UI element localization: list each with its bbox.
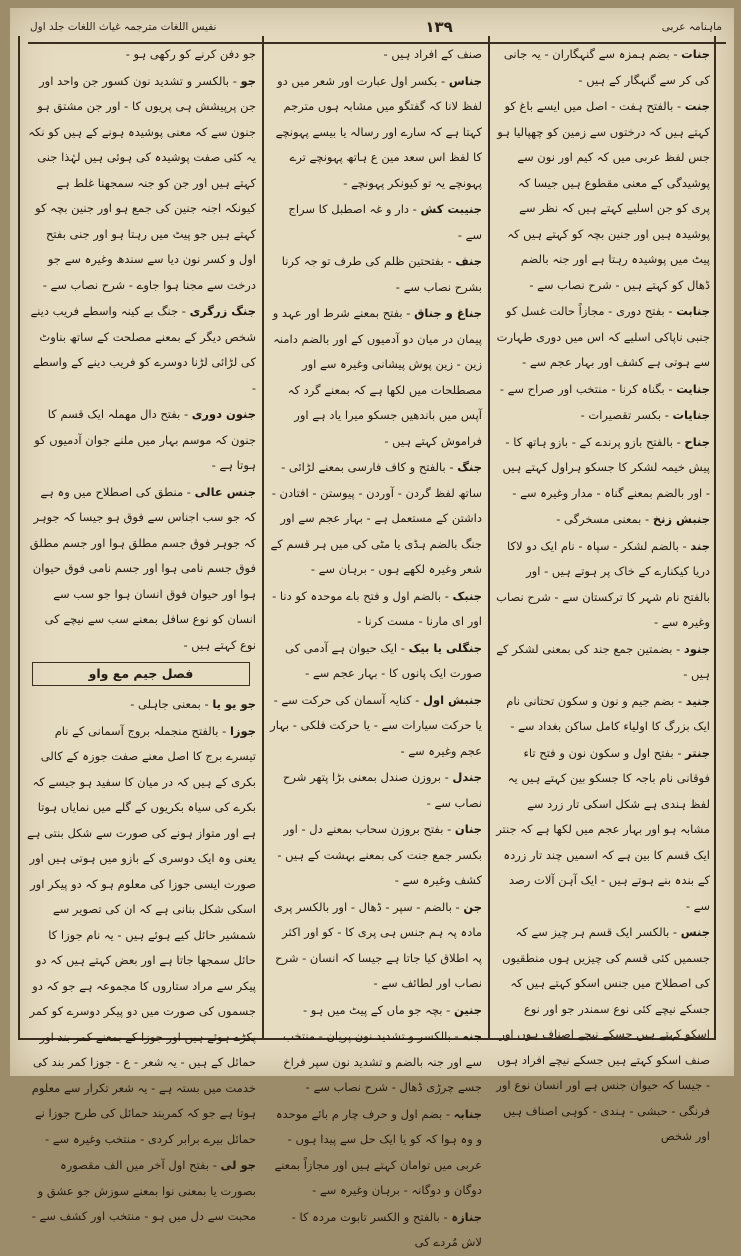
entry-headword: جنابہ <box>453 1106 482 1121</box>
dictionary-entry <box>270 249 482 300</box>
dictionary-entry <box>270 1102 482 1204</box>
entry-headword: جنان <box>454 822 482 836</box>
dictionary-entry <box>26 480 256 659</box>
dictionary-entry <box>270 817 482 894</box>
page-number: ۱۳۹ <box>425 18 453 36</box>
entry-definition: - جنگ بے کینہ واسطے فریب دینے شخص دیگر کے بمعنے مصلحت کے ساتھ بناوٹ کی لڑائی لڑنا دوسرے کو فریب دینے کے واسطے - <box>30 304 256 395</box>
entry-definition: - منطق کی اصطلاح میں وہ ہے کہ جو سب اجناس سے فوق ہو جیسا کہ جوہر کہ جوہر فوق جسم مطلق ہوا اور جسم مطلق فوق جسم نامی ہوا اور جسم نامی فوق حیوان ہوا اور حیوان فوق انسان ہوا جو سب سے انسان کو نوع سافل بمعنے سب سے نیچے کی نوع کہتے ہیں - <box>29 484 256 652</box>
dictionary-entry <box>270 688 482 765</box>
entry-definition: - بمعنی مسخرگی - <box>556 512 650 526</box>
dictionary-entry <box>26 69 256 299</box>
dictionary-entry <box>270 69 482 197</box>
column-right <box>496 42 710 1143</box>
entry-definition: صنف کے افراد ہیں - <box>383 47 482 61</box>
entry-definition: - بفتح دال مھملہ ایک قسم کا جنون کہ موسم بہار میں ملنے جوان آدمیوں کو ہوتا ہے - <box>34 407 256 472</box>
entry-headword: جنگ زرگری <box>189 304 256 318</box>
entry-definition: - بمعنی جاہلی - <box>130 697 209 711</box>
entry-headword: جنایت <box>676 381 710 396</box>
entry-headword: جنف <box>455 254 482 268</box>
section-title: فصل جیم مع واو <box>32 662 250 686</box>
entry-definition: - بفتح بمعنے شرط اور عہد و پیمان در میان دو آدمیوں کے اور بالضم دامنہ زین - زین پوش پیشانی وغیرہ سے اور مصطلحات میں لکھا ہے کہ بمعنے گرد کہ آپس میں باندھیں جسکو میرا یاد ہے اور فراموش کہتے ہیں - <box>272 306 482 448</box>
dictionary-entry <box>496 637 710 688</box>
dictionary-entry <box>270 584 482 635</box>
entry-headword: جنابت <box>676 304 710 318</box>
entry-headword: جنہ <box>462 1029 482 1043</box>
dictionary-entry <box>496 430 710 507</box>
entry-headword: جوزا <box>229 723 256 738</box>
dictionary-entry <box>496 94 710 298</box>
entry-definition: - بفتحتین ظلم کی طرف تو جہ کرنا بشرح نصاب سے - <box>281 254 482 294</box>
entry-definition: - بکسر تقصیرات - <box>580 408 669 422</box>
dictionary-entry <box>270 1024 482 1101</box>
entry-definition: - بفتح اول و سکون نون و فتح تاء فوقانی نام باجہ کا جسکو بین کہتے ہیں یہ لفظ ہندی ہے شکل اسکی تار زرد سے مشابہ ہو اور بہار عجم میں لکھا ہے کہ جنتر ایک قسم کا بین ہے کہ اسمیں چند تار زردہ کے بندہ بنے ہوتے ہیں - ایک آہن آلات رصد سے - <box>496 745 710 913</box>
dictionary-entry <box>270 998 482 1024</box>
dictionary-entry <box>270 301 482 454</box>
dictionary-entry <box>496 42 710 93</box>
entry-definition: - بالکسر و تشدید نون پریان - منتخب سے اور جنہ بالضم و تشدید نون سپر فراخ جسے چرڑی ڈھال - شرح نصاب سے - <box>283 1029 482 1094</box>
dictionary-entry <box>270 42 482 68</box>
entry-definition: - بالفتح منجملہ بروج آسمانی کے نام تیسرے برج کا اصل معنے صفت جوزہ کے کالی بکری کے ہیں کہ در میان کا سفید ہو جیسے کہ بکرے کی سیاہ بکریوں کے گلے میں نمایاں ہوتا ہے اور متواز ہونے کی صورت سے شکل بنتی ہے یعنی وہ ایک دوسری کے بازو میں ہوتی ہیں اور صورت ایسی جوزا کی معلوم ہو کہ دو پیکر اور اسکی شکل بنانی ہے کہ ان کی تصویر سے شمشیر حائل کیے ہوئے ہیں - یہ نام جوزا کا حائل سمجھا جاتا ہے اور بعض کہتے ہیں کہ دو پیکر سے مراد ستاروں کا مجموعہ ہے جو کہ دو جسموں کی صورت میں دو پیکر دوسرے کو کمر پکڑے ہوئے ہیں اور جوزا کے بمعنے کمر بند اور حمائل کے ہیں - یہ شعر - ع - جوزا کمر بند کی خدمت میں بستہ ہے - یہ شعر تکرار سے معلوم ہوتا ہے جو کہ کمربند حمائل کی طرح جوزا نے حمائل بیرے برابر کردی - منتخب وغیرہ سے - <box>26 723 256 1146</box>
entry-headword: جن <box>463 899 482 914</box>
page-header <box>30 16 722 38</box>
entry-headword: جنت <box>684 99 710 113</box>
entry-definition: - بچہ جو ماں کے پیٹ میں ہو - <box>303 1002 451 1017</box>
column-divider-right <box>488 36 490 1040</box>
dictionary-entry <box>270 636 482 687</box>
entry-headword: جنس عالی <box>194 484 256 499</box>
entry-headword: جناس <box>448 73 482 88</box>
entry-definition: - بضمتین جمع جند کی بمعنی لشکر کے ہیں - <box>496 641 710 681</box>
dictionary-entry <box>26 299 256 401</box>
entry-definition: - بالکسر ایک قسم ہر چیز سے کہ جسمیں کئی قسم کی چیزیں ہوں منطقیوں کی اصطلاح میں جنس اسکو کہتے ہیں کہ جسکے نیچے کئی نوع سمندر جو اور نوع اسکو کہتے ہیں جسکے نیچے اصناف ہوں اور صنف اسکو کہتے ہیں جسکے نیچے افراد ہوں - جیسا کہ حیوان جنس ہے اور انسان نوع اور فرنگی - حبشی - ہندی - کوہی اصناف ہیں اور شخص <box>496 925 710 1143</box>
entry-definition: - کنایہ آسمان کی حرکت سے - یا حرکت سیارات سے - یا حرکت فلکی - بہار عجم وغیرہ سے - <box>270 692 482 758</box>
entry-headword: جنبش اول <box>422 692 482 707</box>
dictionary-entry <box>496 689 710 740</box>
entry-headword: جنون دوری <box>191 407 256 421</box>
entry-headword: جندل <box>452 770 482 784</box>
entry-headword: جنبک <box>452 588 482 603</box>
dictionary-entry <box>26 402 256 479</box>
entry-definition: - بالفتح و الکسر تابوت مردہ کا - لاش مُردے کی <box>291 1209 482 1249</box>
entry-definition: جو دفن کرنے کو رکھی ہو - <box>125 47 256 61</box>
entry-definition: - بالفتح بازو پرندے کے - بازو ہاتھ کا - پیش خیمہ لشکر کا جسکو ہراول کہتے ہیں - اور بالضم بمعنے گناہ - مدار وغیرہ سے - <box>502 434 710 500</box>
entry-headword: جنایات <box>672 408 710 422</box>
entry-headword: جند <box>690 538 710 553</box>
entry-headword: جناغ و جناق <box>414 306 482 320</box>
dictionary-entry <box>496 741 710 920</box>
entry-definition: - بکسر اول عبارت اور شعر میں دو لفظ لانا کہ گفتگو میں مشابہ ہوں مترجم کہتا ہے کہ سارے اور رسالہ یا بیسے پہونچے کا لفظ اس سعد مین ع ہاتھ پہونچے ترے پہونچے یہ تو کیونکر پہونچے - <box>275 73 482 190</box>
dictionary-entry <box>496 403 710 429</box>
entry-definition: - بضم جیم و نون و سکون تحتانی نام ایک بزرگ کا اولیاء کامل ساکن بغداد سے - <box>506 693 710 733</box>
entry-definition: - بالضم - سپر - ڈھال - اور بالکسر پری مادہ پہ ہم جنس ہی پری کا - کو اور اکثر پہ اطلاق کیا جاتا ہے جیسا کہ انسان - شرح نصاب اور لطائف سے - <box>273 899 482 990</box>
entry-headword: جو <box>240 73 256 88</box>
entry-definition: - دار و غہ اصطبل کا سراج سے - <box>288 202 482 242</box>
entry-headword: جنبش زنخ <box>652 512 710 526</box>
dictionary-entry <box>496 920 710 1150</box>
dictionary-entry <box>26 42 256 68</box>
dictionary-entry <box>270 197 482 248</box>
column-divider-left <box>262 36 264 1040</box>
dictionary-entry <box>26 719 256 1153</box>
entry-definition: - بفتح دوری - مجازاً حالت غسل کو جنبی ناپاکی اسلیے کہ اس میں دوری طہارت سے ہوتی ہے کشف اور بہار عجم سے - <box>496 304 710 369</box>
entry-headword: جنین <box>453 1002 482 1017</box>
entry-definition: - بفتح اول آخر میں الف مقصورہ بصورت یا بمعنی نوا بمعنے سوزش جو عشق و محبت سے دل میں ہو - منتخب اور کشف سے - <box>31 1158 256 1223</box>
header-right-title: ماہنامہ عربی <box>661 21 722 33</box>
entry-headword: جنگلی یا بیک <box>408 640 482 655</box>
entry-definition: - بالفتح و کاف فارسی بمعنے لڑائی - ساتھ لفظ گردن - آوردن - پیوستن - افتادن - داشتن کے مستعمل ہے - بہار عجم سے اور جنگ بالضم ہڈی یا مٹی کی میں ہر قسم کے شعر وغیرہ لکھے ہوں - برہان سے - <box>270 460 482 576</box>
dictionary-entry <box>496 377 710 403</box>
entry-definition: - بگناہ کرنا - منتخب اور صراح سے - <box>499 381 673 396</box>
column-middle <box>270 42 482 1249</box>
entry-headword: جناح <box>684 434 710 449</box>
entry-definition: - بضم ہمزہ سے گنہگاران - یہ جانی کی کر سے گنہگار کے ہیں - <box>503 47 710 87</box>
entry-headword: جنازہ <box>451 1209 482 1224</box>
entry-definition: - بفتح بروزن سحاب بمعنے دل - اور بکسر جمع جنت کی بمعنے بہشت کے ہیں - کشف وغیرہ سے - <box>277 822 482 887</box>
entry-definition: - بالکسر و تشدید نون کسور جن واحد اور جن پرپیشش ہی پریوں کا - اور جن مشتق ہو جنون سے کہ معنی پوشیدہ ہونے کے ہیں کو نکہ یہ کئی صفت پوشیدہ کی ہوئی ہیں لہٰذا جنی کہتے ہیں اور جن کو جنہ سمجھنا غلط ہے کیونکہ اجنہ جنین کی جمع ہو اور جنین بچہ کو کہتے ہیں جو پیٹ میں رہتا ہو اور جنی بفتح اول و کسر نون دیا سے سندھ وغیرہ سے جو درخت سے مجنا ہوا جاوے - شرح نصاب سے - <box>28 73 256 292</box>
dictionary-entry <box>270 455 482 583</box>
entry-headword: جنید <box>685 693 710 708</box>
entry-headword: جنود <box>683 641 710 656</box>
dictionary-entry <box>270 765 482 816</box>
entry-definition: - بالضم لشکر - سپاہ - نام ایک دو لاکا دریا کیکنارے کے خاک پر ہوتے ہیں - اور بالفتح نام شہر کا ترکستان سے - شرح نصاب وغیرہ سے - <box>496 538 710 629</box>
dictionary-entry <box>496 534 710 636</box>
entry-headword: جو لی <box>220 1158 256 1172</box>
column-left <box>26 42 256 1223</box>
entry-headword: جنیبت کش <box>420 202 482 216</box>
dictionary-entry <box>496 299 710 376</box>
entry-definition: - ایک حیوان ہے آدمی کی صورت ایک پانوں کا - بہار عجم سے - <box>285 640 482 680</box>
dictionary-entry <box>270 1205 482 1256</box>
entry-definition: - بضم اول و حرف چار م بائے موحدہ و وہ ہوا کہ کو یا ایک حل سے پیدا ہوں - عربی میں توامان کہتے ہیں اور مجازاً بمعنے دوگان و دوگانہ - برہان وغیرہ سے - <box>274 1106 482 1197</box>
entry-headword: جنس <box>680 925 710 939</box>
entry-definition: - بالضم اول و فتح باے موحدہ کو دنا - اور ای مارنا - مست کرنا - <box>272 588 482 628</box>
dictionary-entry <box>26 692 256 718</box>
entry-headword: جنگ <box>457 460 482 474</box>
dictionary-entry <box>496 507 710 533</box>
entry-definition: - بالفتح ہفت - اصل میں ایسے باغ کو کہتے ہیں کہ درختوں سے زمین کو چھپالیا ہو جس لفظ عربی میں کہ کیم اور نون سے پوشیدگی کے معنی مقطوع ہیں جیسا کہ پری کو جن اسلیے کہتے ہیں کہ نظر سے پوشیدہ ہیں اور جنین بچہ کو کہتے ہیں کہ پیٹ میں پوشیدہ رہتا ہے اور جنہ بالضم ڈھال کو کہتے ہیں - شرح نصاب سے - <box>497 99 710 292</box>
dictionary-entry <box>270 895 482 997</box>
entry-headword: جنتر <box>685 745 710 760</box>
entry-definition: - بروزن صندل بمعنی بڑا پتھر شرح نصاب سے - <box>283 770 482 810</box>
dictionary-entry <box>26 1153 256 1230</box>
entry-headword: جو یو یا <box>212 697 256 711</box>
entry-headword: جنات <box>681 47 710 61</box>
header-left-title: نفیس اللغات مترجمہ غیاث اللغات جلد اول <box>30 21 217 33</box>
